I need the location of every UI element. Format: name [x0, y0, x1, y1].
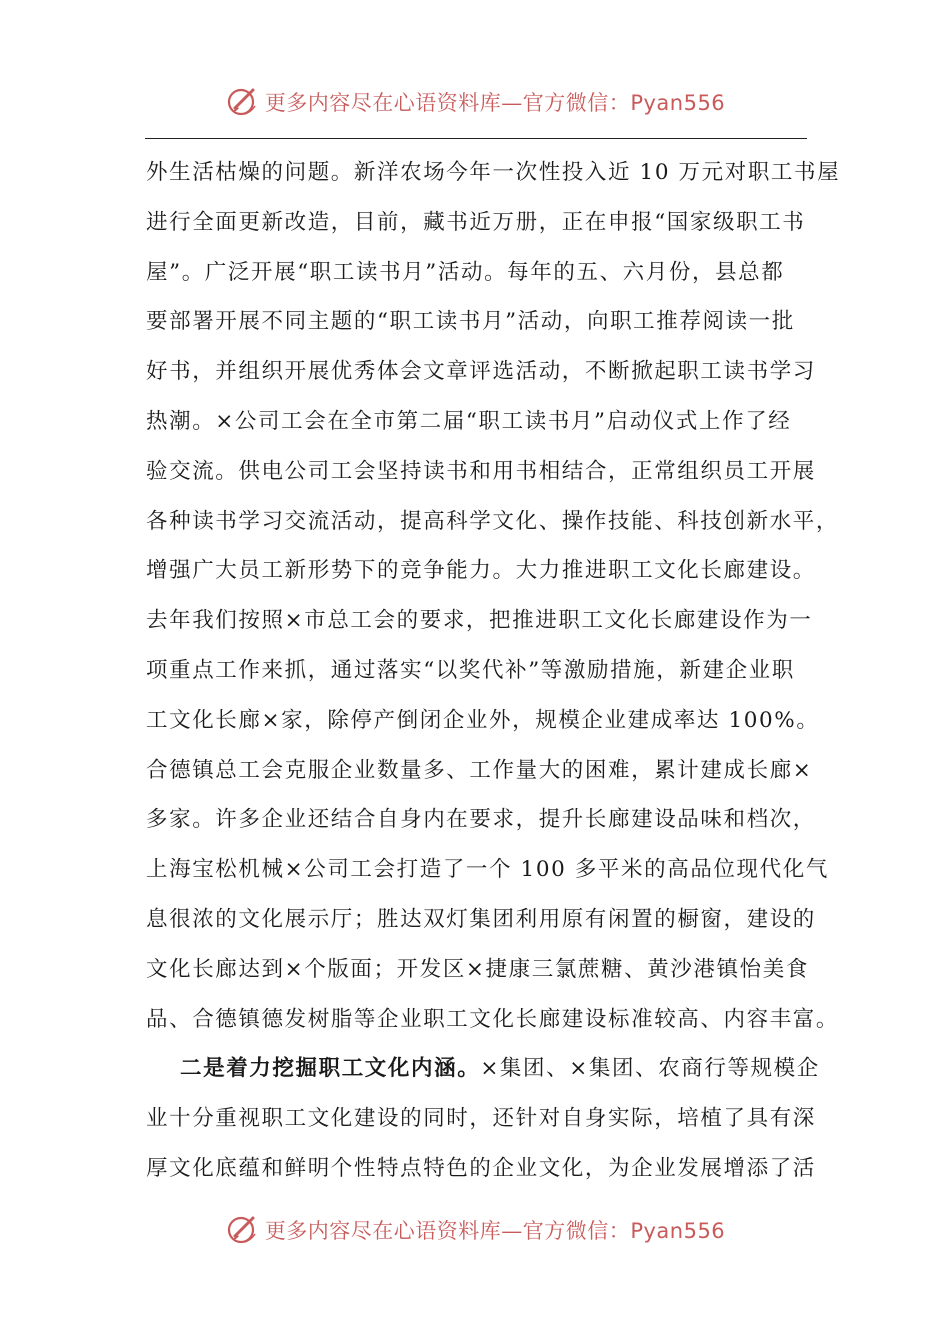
document-body: [146, 148, 841, 1194]
text-line: 厚文化底蕴和鲜明个性特点特色的企业文化，为企业发展增添了活: [146, 1155, 816, 1181]
wechat-id: Pyan556: [630, 91, 726, 115]
text-line: 屋”。广泛开展“职工读书月”活动。每年的五、六月份，县总都: [146, 259, 785, 285]
text-line: 息很浓的文化展示厅；胜达双灯集团利用原有闲置的橱窗，建设的: [146, 906, 816, 932]
text-line: 各种读书学习交流活动，提高科学文化、操作技能、科技创新水平，: [146, 508, 840, 534]
text-line: [146, 1044, 820, 1094]
text-line: 好书，并组织开展优秀体会文章评选活动，不断掀起职工读书学习: [146, 359, 816, 385]
text-line: 多家。许多企业还结合自身内在要求，提升长廊建设品味和档次，: [146, 807, 816, 833]
footer-banner: [0, 1210, 950, 1250]
paragraph-1: [146, 148, 841, 1044]
text-line: 验交流。供电公司工会坚持读书和用书相结合，正常组织员工开展: [146, 458, 816, 484]
text-line: 要部署开展不同主题的“职工读书月”活动，向职工推荐阅读一批: [146, 309, 795, 335]
text-span: ×集团、×集团、农商行等规模企: [480, 1056, 820, 1082]
paragraph-2: [146, 1044, 820, 1193]
banner-text: 更多内容尽在心语资料库—官方微信：Pyan556: [264, 91, 726, 115]
text-line: 上海宝松机械×公司工会打造了一个 100 多平米的高品位现代化气: [146, 857, 829, 883]
brush-logo-icon: [225, 1212, 261, 1248]
text-line: 外生活枯燥的问题。新洋农场今年一次性投入近 10 万元对职工书屋: [146, 160, 841, 185]
text-line: 文化长廊达到×个版面；开发区×捷康三氯蔗糖、黄沙港镇怡美食: [146, 956, 809, 982]
banner-text: 更多内容尽在心语资料库—官方微信：Pyan556: [264, 1219, 726, 1243]
text-line: 去年我们按照×市总工会的要求，把推进职工文化长廊建设作为一: [146, 608, 813, 634]
text-line: 增强广大员工新形势下的竞争能力。大力推进职工文化长廊建设。: [146, 558, 816, 584]
text-line: 热潮。×公司工会在全市第二届“职工读书月”启动仪式上作了经: [146, 408, 792, 434]
text-line: 工文化长廊×家，除停产倒闭企业外，规模企业建成率达 100%。: [146, 707, 820, 733]
text-line: 合德镇总工会克服企业数量多、工作量大的困难，累计建成长廊×: [146, 757, 813, 783]
text-line: 进行全面更新改造，目前，藏书近万册，正在申报“国家级职工书: [146, 209, 806, 235]
header-rule: [145, 138, 807, 139]
wechat-id: Pyan556: [630, 1219, 726, 1243]
header-banner: [0, 82, 950, 122]
section-heading: 二是着力挖掘职工文化内涵。: [180, 1056, 481, 1082]
text-line: 项重点工作来抓，通过落实“以奖代补”等激励措施，新建企业职: [146, 657, 795, 683]
text-line: 品、合德镇德发树脂等企业职工文化长廊建设标准较高、内容丰富。: [146, 1006, 840, 1032]
text-line: 业十分重视职工文化建设的同时，还针对自身实际，培植了具有深: [146, 1106, 816, 1132]
brush-logo-icon: [225, 84, 261, 120]
